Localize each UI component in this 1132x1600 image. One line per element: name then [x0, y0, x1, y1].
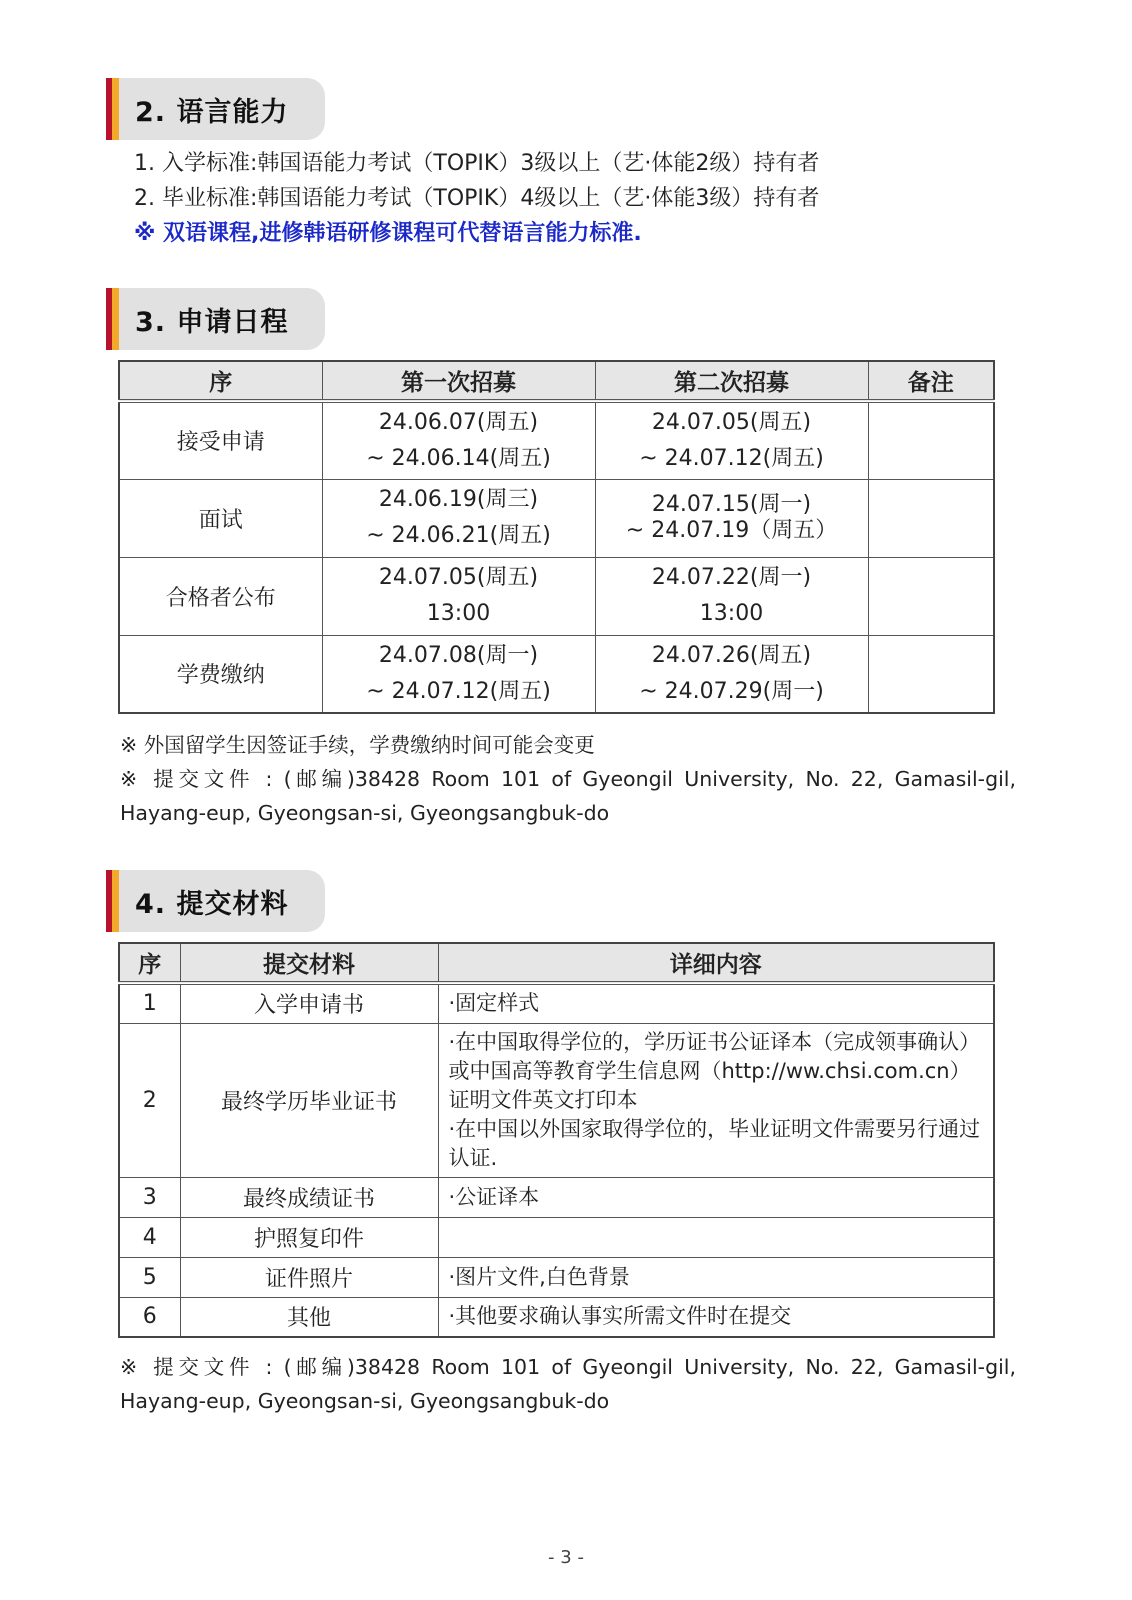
schedule-remark-cell [868, 557, 994, 635]
table-row [119, 983, 994, 1023]
visa-note: ※ 外国留学生因签证手续，学费缴纳时间可能会变更 [120, 733, 595, 757]
schedule-second-cell: 24.07.22(周一) 13:00 [595, 557, 868, 635]
section-2-heading [106, 78, 325, 140]
table-row [119, 1257, 994, 1297]
schedule-first-cell: 24.07.05(周五) 13:00 [322, 557, 595, 635]
schedule-row-label: 合格者公布 [119, 557, 322, 635]
materials-header-no: 序 [119, 943, 180, 983]
submission-address-note: ※ 提交文件 : (邮编)38428 Room 101 of Gyeongil University, No. 22, Gamasil-gil, Hayang-eup, Gyeongsan-si, Gyeongsangbuk-do [120, 767, 1016, 825]
material-no: 5 [119, 1257, 180, 1297]
schedule-first-cell: 24.07.08(周一) ~ 24.07.12(周五) [322, 635, 595, 713]
material-detail: ·其他要求确认事实所需文件时在提交 [438, 1297, 994, 1337]
table-row [119, 1217, 994, 1257]
materials-notes [120, 1350, 1016, 1418]
schedule-first-cell: 24.06.07(周五) ~ 24.06.14(周五) [322, 401, 595, 479]
material-name: 证件照片 [180, 1257, 438, 1297]
schedule-remark-cell [868, 479, 994, 557]
section-3-title: 3. 申请日程 [135, 306, 289, 338]
material-name: 最终成绩证书 [180, 1177, 438, 1217]
schedule-table [118, 360, 995, 714]
material-detail: ·固定样式 [438, 983, 994, 1023]
section-2-title: 2. 语言能力 [135, 96, 289, 128]
schedule-row-label: 接受申请 [119, 401, 322, 479]
material-no: 3 [119, 1177, 180, 1217]
section-4-title: 4. 提交材料 [135, 888, 289, 920]
material-detail: ·公证译本 [438, 1177, 994, 1217]
schedule-second-cell: 24.07.05(周五) ~ 24.07.12(周五) [595, 401, 868, 479]
table-row [119, 1177, 994, 1217]
section-3-heading [106, 288, 325, 350]
schedule-notes [120, 728, 1016, 830]
material-no: 1 [119, 983, 180, 1023]
schedule-header-no: 序 [119, 361, 322, 401]
material-detail [438, 1217, 994, 1257]
schedule-second-cell: 24.07.26(周五) ~ 24.07.29(周一) [595, 635, 868, 713]
language-note: ※ 双语课程,进修韩语研修课程可代替语言能力标准. [134, 221, 642, 246]
materials-table [118, 942, 995, 1338]
schedule-row-label: 面试 [119, 479, 322, 557]
material-name: 入学申请书 [180, 983, 438, 1023]
schedule-header-remark: 备注 [868, 361, 994, 401]
table-row [119, 1297, 994, 1337]
materials-header-material: 提交材料 [180, 943, 438, 983]
material-name: 其他 [180, 1297, 438, 1337]
material-no: 6 [119, 1297, 180, 1337]
page-number: - 3 - [548, 1547, 584, 1568]
materials-header-detail: 详细内容 [438, 943, 994, 983]
schedule-header-second: 第二次招募 [595, 361, 868, 401]
table-row [119, 557, 994, 635]
schedule-header-first: 第一次招募 [322, 361, 595, 401]
schedule-remark-cell [868, 635, 994, 713]
table-row [119, 1023, 994, 1177]
table-row [119, 635, 994, 713]
schedule-remark-cell [868, 401, 994, 479]
table-row [119, 479, 994, 557]
material-detail: ·图片文件,白色背景 [438, 1257, 994, 1297]
material-no: 4 [119, 1217, 180, 1257]
schedule-first-cell: 24.06.19(周三) ~ 24.06.21(周五) [322, 479, 595, 557]
material-name: 最终学历毕业证书 [180, 1023, 438, 1177]
schedule-second-cell: 24.07.15(周一) ~ 24.07.19（周五） [595, 479, 868, 557]
section-4-heading [106, 870, 325, 932]
language-item-2: 2. 毕业标准:韩国语能力考试（TOPIK）4级以上（艺·体能3级）持有者 [134, 186, 820, 211]
schedule-row-label: 学费缴纳 [119, 635, 322, 713]
submission-address-note: ※ 提交文件 : (邮编)38428 Room 101 of Gyeongil University, No. 22, Gamasil-gil, Hayang-eup, Gyeongsan-si, Gyeongsangbuk-do [120, 1355, 1016, 1413]
language-item-1: 1. 入学标准:韩国语能力考试（TOPIK）3级以上（艺·体能2级）持有者 [134, 151, 820, 176]
material-name: 护照复印件 [180, 1217, 438, 1257]
material-no: 2 [119, 1023, 180, 1177]
material-detail: ·在中国取得学位的，学历证书公证译本（完成领事确认）或中国高等教育学生信息网（http://ww.chsi.com.cn）证明文件英文打印本 ·在中国以外国家取得学位的，毕业证明文件需要另行通过认证. [438, 1023, 994, 1177]
table-row [119, 401, 994, 479]
